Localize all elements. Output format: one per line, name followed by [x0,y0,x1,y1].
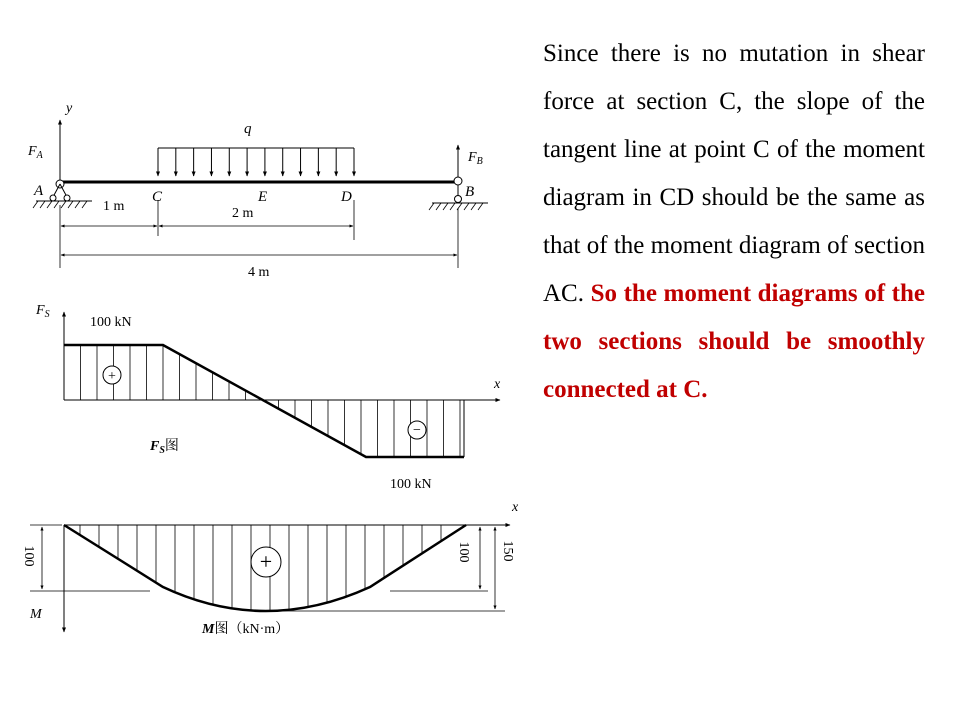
explanation-text: Since there is no mutation in shear force at section C, the slope of the tangent line at point C of the moment diagram in CD should be the same as that of the moment diagram of section AC. [543,40,925,307]
point-e-label: E [258,189,268,205]
shear-x-label: x [494,377,501,392]
point-b-label: B [465,184,475,200]
shear-caption: $F_S$图 [150,439,179,456]
shear-bottom-value: 100 kN [390,477,432,492]
moment-max-value: 150 [500,540,515,562]
moment-x-label: x [512,500,519,515]
moment-diagram [21,500,519,637]
explanation-paragraph [543,30,925,414]
point-a-label: A [34,183,44,199]
shear-curve [64,345,464,457]
shear-axis-label: $F_S$ [36,303,50,320]
load-q-label: q [244,121,252,137]
load-arrows [158,148,354,176]
shear-minus-sign: − [413,423,421,438]
shear-top-value: 100 kN [90,315,132,330]
beam-section [27,101,488,280]
reaction-fb-label: $F_B$ [468,150,483,167]
reaction-fa-label: $F_A$ [28,144,43,161]
moment-plus-sign: + [259,549,273,574]
moment-axis-label: M [30,607,42,622]
point-c-label: C [152,189,163,205]
dim-ac-label: 1 m [103,199,125,214]
moment-left-value: 100 [21,545,36,567]
explanation-highlight: So the moment diagrams of the two sections should be smoothly connected at C. [543,280,925,403]
dim-ab-label: 4 m [248,265,270,280]
shear-diagram [35,303,501,492]
moment-caption: M图（kN·m） [202,622,290,637]
shear-plus-sign: + [108,369,116,384]
dim-cd-label: 2 m [232,206,254,221]
point-d-label: D [341,189,352,205]
y-axis-label: y [66,101,73,116]
moment-right-value: 100 [456,541,471,563]
